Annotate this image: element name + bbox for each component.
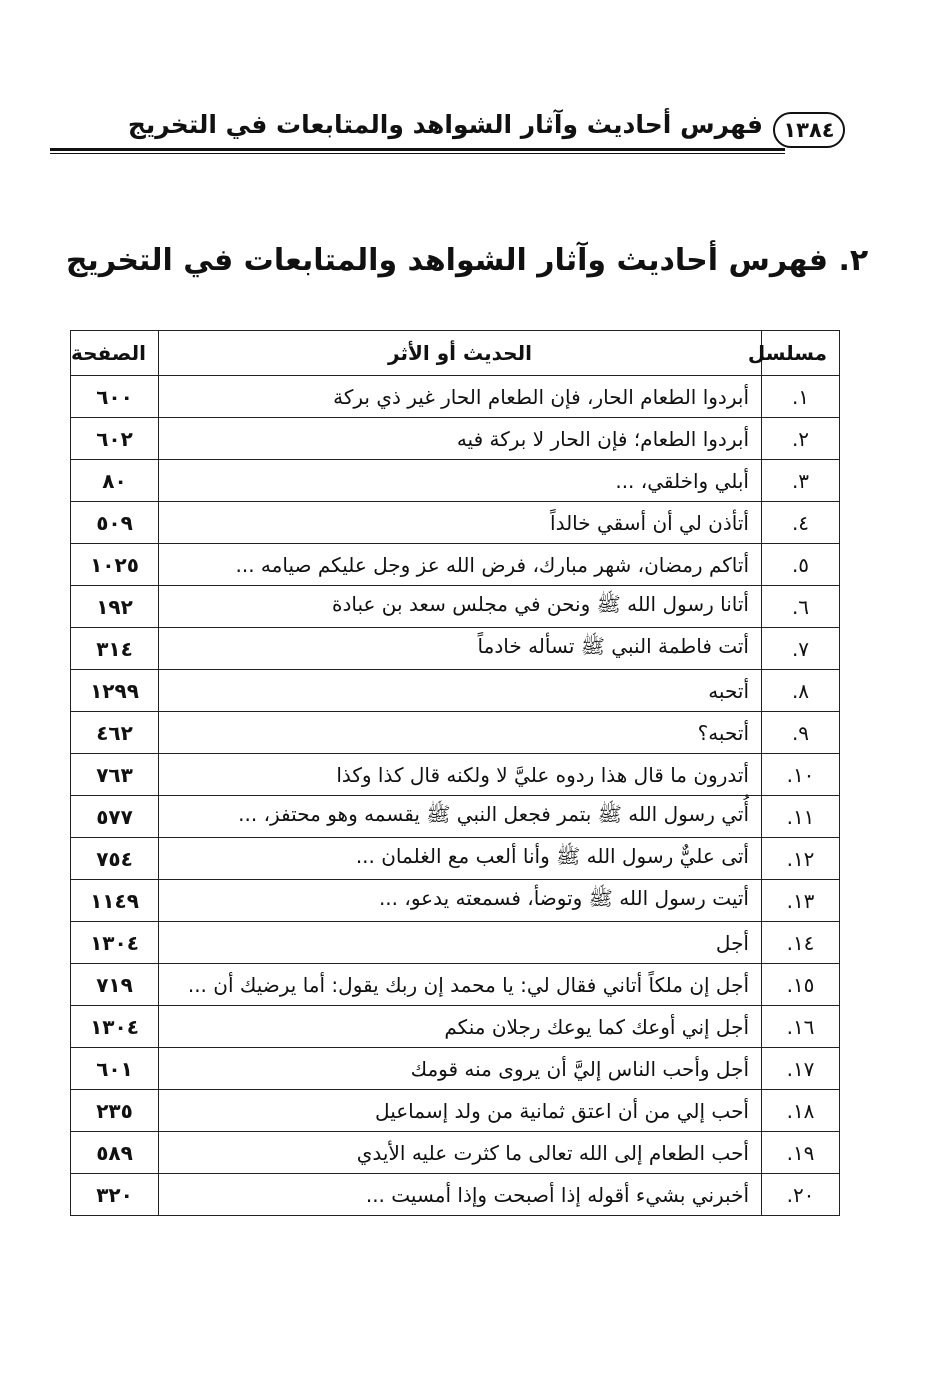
- page-number: ١٣٨٤: [773, 112, 845, 148]
- row-page: ٦٠١: [71, 1048, 159, 1090]
- row-number: ١٤.: [762, 922, 840, 964]
- row-page: ٥٠٩: [71, 502, 159, 544]
- row-text: أجل إن ملكاً أتاني فقال لي: يا محمد إن ربك يقول: أما يرضيك أن ...: [159, 964, 762, 1006]
- row-number: ١٢.: [762, 838, 840, 880]
- row-page: ١٢٩٩: [71, 670, 159, 712]
- row-page: ٥٨٩: [71, 1132, 159, 1174]
- row-number: ١٩.: [762, 1132, 840, 1174]
- table-row: [71, 1006, 840, 1048]
- row-number: ٢٠.: [762, 1174, 840, 1216]
- table-row: [71, 838, 840, 880]
- row-text: أجل: [159, 922, 762, 964]
- table-row: [71, 922, 840, 964]
- row-number: ١٠.: [762, 754, 840, 796]
- row-text: أتت فاطمة النبي ﷺ تسأله خادماً: [159, 628, 762, 670]
- row-text: أجل وأحب الناس إليَّ أن يروى منه قومك: [159, 1048, 762, 1090]
- row-number: ١.: [762, 376, 840, 418]
- row-number: ٢.: [762, 418, 840, 460]
- row-page: ١٠٢٥: [71, 544, 159, 586]
- row-page: ١٣٠٤: [71, 922, 159, 964]
- row-text: أُتي رسول الله ﷺ بتمر فجعل النبي ﷺ يقسمه وهو محتفز، ...: [159, 796, 762, 838]
- table-row: [71, 586, 840, 628]
- table-row: [71, 1090, 840, 1132]
- table-row: [71, 502, 840, 544]
- row-number: ٨.: [762, 670, 840, 712]
- table-row: [71, 880, 840, 922]
- row-number: ٦.: [762, 586, 840, 628]
- row-text: أبردوا الطعام الحار، فإن الطعام الحار غير ذي بركة: [159, 376, 762, 418]
- running-header: [50, 108, 845, 154]
- table-row: [71, 628, 840, 670]
- row-text: أتى عليٌّ رسول الله ﷺ وأنا ألعب مع الغلمان ...: [159, 838, 762, 880]
- row-text: أخبرني بشيء أقوله إذا أصبحت وإذا أمسيت ...: [159, 1174, 762, 1216]
- header-rule: [50, 148, 785, 151]
- table-row: [71, 460, 840, 502]
- column-header-page: الصفحة: [71, 331, 159, 376]
- row-text: أتدرون ما قال هذا ردوه عليَّ لا ولكنه قال كذا وكذا: [159, 754, 762, 796]
- row-text: أتحبه: [159, 670, 762, 712]
- row-page: ٧١٩: [71, 964, 159, 1006]
- row-page: ١٣٠٤: [71, 1006, 159, 1048]
- row-number: ٣.: [762, 460, 840, 502]
- table-row: [71, 1174, 840, 1216]
- table-row: [71, 1132, 840, 1174]
- row-page: ٨٠: [71, 460, 159, 502]
- row-text: أتحبه؟: [159, 712, 762, 754]
- row-page: ٧٥٤: [71, 838, 159, 880]
- row-page: ٣١٤: [71, 628, 159, 670]
- row-text: أتانا رسول الله ﷺ ونحن في مجلس سعد بن عبادة: [159, 586, 762, 628]
- row-page: ٦٠٠: [71, 376, 159, 418]
- table-row: [71, 796, 840, 838]
- row-text: أبردوا الطعام؛ فإن الحار لا بركة فيه: [159, 418, 762, 460]
- row-text: أحب إلي من أن اعتق ثمانية من ولد إسماعيل: [159, 1090, 762, 1132]
- row-number: ٥.: [762, 544, 840, 586]
- row-number: ١٦.: [762, 1006, 840, 1048]
- table-row: [71, 418, 840, 460]
- row-number: ١٨.: [762, 1090, 840, 1132]
- row-number: ١٧.: [762, 1048, 840, 1090]
- row-page: ٥٧٧: [71, 796, 159, 838]
- row-number: ٧.: [762, 628, 840, 670]
- row-page: ٢٣٥: [71, 1090, 159, 1132]
- row-page: ١٩٢: [71, 586, 159, 628]
- header-rule-thin: [50, 153, 785, 154]
- column-header-number: مسلسل: [762, 331, 840, 376]
- table-row: [71, 670, 840, 712]
- row-text: أتاكم رمضان، شهر مبارك، فرض الله عز وجل عليكم صيامه ...: [159, 544, 762, 586]
- row-page: ٧٦٣: [71, 754, 159, 796]
- row-text: أجل إني أوعك كما يوعك رجلان منكم: [159, 1006, 762, 1048]
- table-header-row: [71, 331, 840, 376]
- table-row: [71, 376, 840, 418]
- row-page: ١١٤٩: [71, 880, 159, 922]
- row-text: أبلي واخلقي، ...: [159, 460, 762, 502]
- table-row: [71, 964, 840, 1006]
- row-page: ٤٦٢: [71, 712, 159, 754]
- row-number: ٤.: [762, 502, 840, 544]
- table-row: [71, 712, 840, 754]
- row-page: ٣٢٠: [71, 1174, 159, 1216]
- hadith-index-table: [70, 330, 840, 1216]
- row-number: ١٣.: [762, 880, 840, 922]
- row-number: ١٥.: [762, 964, 840, 1006]
- row-page: ٦٠٢: [71, 418, 159, 460]
- column-header-text: الحديث أو الأثر: [159, 331, 762, 376]
- row-number: ١١.: [762, 796, 840, 838]
- table-row: [71, 544, 840, 586]
- row-number: ٩.: [762, 712, 840, 754]
- row-text: أحب الطعام إلى الله تعالى ما كثرت عليه الأيدي: [159, 1132, 762, 1174]
- table-row: [71, 754, 840, 796]
- row-text: أتيت رسول الله ﷺ وتوضأ، فسمعته يدعو، ...: [159, 880, 762, 922]
- page-title: ٢. فهرس أحاديث وآثار الشواهد والمتابعات في التخريج: [65, 243, 869, 278]
- table-row: [71, 1048, 840, 1090]
- running-title: فهرس أحاديث وآثار الشواهد والمتابعات في التخريج: [127, 110, 763, 139]
- row-text: أتأذن لي أن أسقي خالداً: [159, 502, 762, 544]
